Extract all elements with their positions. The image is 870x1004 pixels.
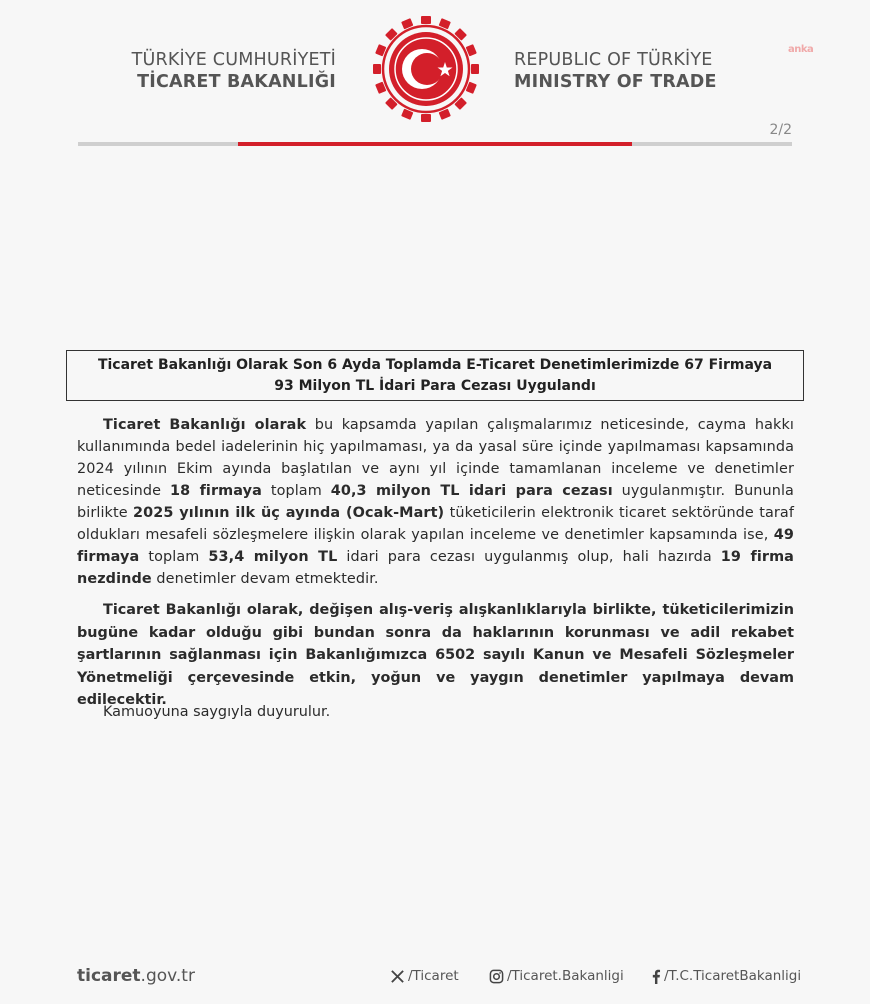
announcement-title — [66, 350, 804, 401]
p1-segment: 19 firma nezdinde — [77, 549, 794, 587]
title-line-1: Ticaret Bakanlığı Olarak Son 6 Ayda Toplamda E-Ticaret Denetimlerimizde 67 Firmaya — [97, 356, 773, 373]
p1-segment: 53,4 milyon TL — [208, 549, 338, 565]
body-paragraph-1 — [77, 414, 794, 590]
footer-x-handle: /Ticaret — [408, 968, 459, 984]
header-tr-line2: TİCARET BAKANLIĞI — [137, 72, 336, 92]
page-number: 2/2 — [769, 122, 792, 138]
header-en-line2: MINISTRY OF TRADE — [514, 72, 717, 92]
p1-segment: tüketicilerin elektronik ticaret sektöründe taraf oldukları mesafeli sözleşmelere ilişkin olarak yapılan inceleme ve denetimler kapsamında ise, — [77, 505, 795, 543]
header-tr-line1: TÜRKİYE CUMHURİYETİ — [131, 50, 336, 70]
p1-segment: 40,3 milyon TL idari para cezası — [330, 483, 613, 499]
footer-instagram-handle: /Ticaret.Bakanligi — [507, 968, 624, 984]
footer-instagram-link[interactable] — [489, 968, 624, 984]
x-logo-icon — [390, 969, 405, 984]
footer-facebook-handle: /T.C.TicaretBakanligi — [664, 968, 802, 984]
p1-segment: 49 firmaya — [77, 527, 794, 565]
facebook-icon — [651, 969, 661, 984]
header-turkish-title — [60, 50, 336, 93]
closing-line: Kamuoyuna saygıyla duyurulur. — [103, 704, 331, 720]
footer-facebook-link[interactable] — [651, 968, 801, 984]
p1-segment: uygulanmıştır. Bununla birlikte — [77, 483, 794, 521]
footer-site-bold: ticaret — [77, 966, 141, 986]
p1-segment: 2025 yılının ilk üç ayında (Ocak-Mart) — [133, 505, 445, 521]
header-divider-accent — [238, 142, 632, 146]
title-line-2: 93 Milyon TL İdari Para Cezası Uygulandı — [274, 377, 596, 394]
p1-segment: Ticaret Bakanlığı olarak — [103, 417, 307, 433]
footer-x-link[interactable] — [390, 968, 459, 984]
header-english-title — [514, 50, 814, 93]
header-en-line1: REPUBLIC OF TÜRKİYE — [514, 50, 713, 70]
p1-segment: idari para cezası uygulanmış olup, hali hazırda — [337, 549, 721, 565]
p2-text: Ticaret Bakanlığı olarak, değişen alış-veriş alışkanlıklarıyla birlikte, tüketicilerimizin bugüne kadar olduğu gibi bundan sonra da haklarının korunması ve adil rekabet şartlarının sağlanması için Bakanlığımızca 6502 sayılı Kanun ve Mesafeli Sözleşmeler Yönetmeliği çerçevesinde etkin, yoğun ve yaygın denetimler yapılmaya devam edilecektir. — [77, 602, 794, 708]
p1-segment: bu kapsamda yapılan çalışmalarımız neticesinde, cayma hakkı kullanımında bedel iadelerinin hiç yapılmaması, ya da yasal süre içinde yapılmaması kapsamında 2024 yılının Ekim ayında başlatılan ve aynı yıl içinde tamamlanan inceleme ve denetimler neticesinde — [77, 417, 794, 499]
p1-segment: toplam — [261, 483, 331, 499]
footer-site-rest: .gov.tr — [140, 966, 195, 986]
p1-segment: 18 firmaya — [170, 483, 262, 499]
footer-website[interactable] — [77, 966, 195, 986]
instagram-icon — [489, 969, 504, 984]
ministry-emblem-icon — [371, 14, 481, 124]
p1-segment: toplam — [139, 549, 209, 565]
agency-watermark: anka — [788, 44, 814, 55]
body-paragraph-2 — [77, 599, 794, 712]
p1-segment: denetimler devam etmektedir. — [151, 571, 379, 587]
